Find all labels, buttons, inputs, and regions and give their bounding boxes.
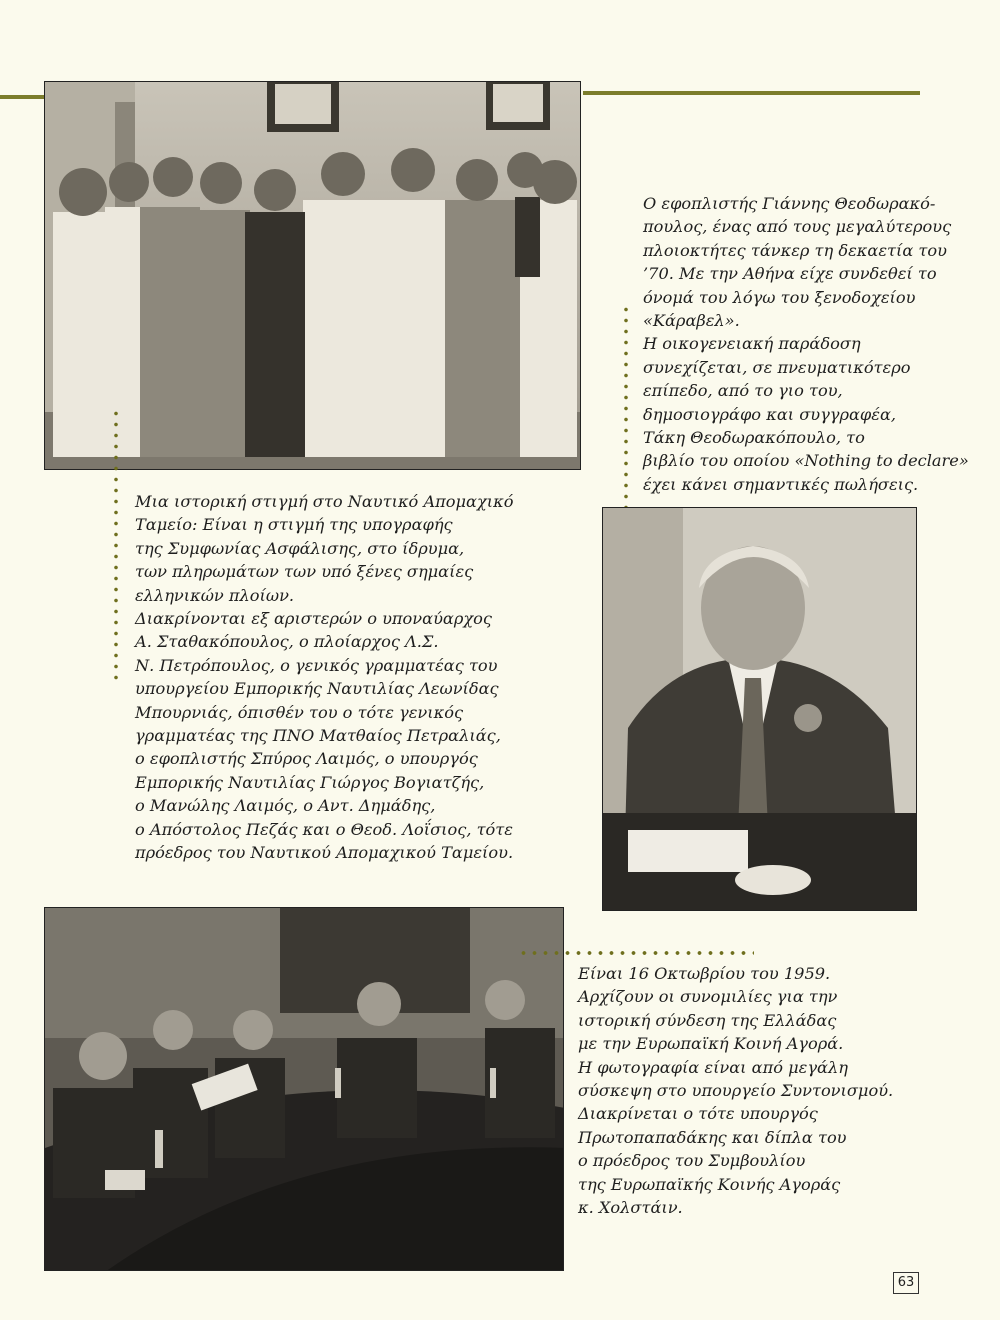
caption-line: Διακρίνονται εξ αριστερών ο υποναύαρχος — [135, 609, 492, 629]
caption-line: ο πρόεδρος του Συμβουλίου — [578, 1151, 806, 1171]
caption-line: ο Μανώλης Λαιμός, ο Αντ. Δημάδης, — [135, 796, 436, 816]
signing-ceremony-image — [45, 82, 581, 470]
portrait-photo — [602, 507, 917, 911]
caption-line: της Ευρωπαϊκής Κοινής Αγοράς — [578, 1174, 841, 1194]
caption-line: όνομά του λόγω του ξενοδοχείου — [643, 287, 916, 307]
caption-line: Διακρίνεται ο τότε υπουργός — [578, 1104, 818, 1124]
caption-line: ο εφοπλιστής Σπύρος Λαιμός, ο υπουργός — [135, 749, 478, 769]
caption-line: ο Απόστολος Πεζάς και ο Θεοδ. Λοΐσιος, τότε — [135, 819, 513, 839]
caption-line: γραμματέας της ΠΝΟ Ματθαίος Πετραλιάς, — [135, 726, 501, 746]
caption-line: Εμπορικής Ναυτιλίας Γιώργος Βογιατζής, — [135, 772, 485, 792]
caption-line: κ. Χολστάιν. — [578, 1198, 683, 1218]
page-number: 63 — [893, 1272, 919, 1294]
caption-line: Είναι 16 Οκτωβρίου του 1959. — [578, 964, 831, 983]
caption-line: υπουργείου Εμπορικής Ναυτιλίας Λεωνίδας — [135, 679, 499, 699]
portrait-image — [603, 508, 917, 911]
caption-meeting — [578, 962, 908, 1219]
caption-line: επίπεδο, από το γιο του, — [643, 381, 843, 401]
caption-line: δημοσιογράφο και συγγραφέα, — [643, 404, 897, 424]
caption-line: πουλος, ένας από τους μεγαλύτερους — [643, 217, 952, 237]
dotted-guide-left — [114, 408, 118, 680]
meeting-photo — [44, 907, 564, 1271]
caption-line: Μπουρνιάς, όπισθέν του ο τότε γενικός — [135, 702, 464, 722]
caption-line: Ταμείο: Είναι η στιγμή της υπογραφής — [135, 515, 453, 535]
header-rule-left — [0, 95, 44, 99]
caption-line: Η φωτογραφία είναι από μεγάλη — [578, 1057, 848, 1077]
caption-line: της Συμφωνίας Ασφάλισης, στο ίδρυμα, — [135, 538, 465, 558]
caption-line: σύσκεψη στο υπουργείο Συντονισμού. — [578, 1081, 894, 1101]
caption-line: των πληρωμάτων των υπό ξένες σημαίες — [135, 562, 474, 582]
header-rule-right — [583, 91, 920, 95]
signing-ceremony-photo — [44, 81, 581, 470]
meeting-image — [45, 908, 564, 1271]
caption-line: Μια ιστορική στιγμή στο Ναυτικό Απομαχικό — [135, 492, 514, 511]
caption-line: Ν. Πετρόπουλος, ο γενικός γραμματέας του — [135, 655, 498, 675]
caption-line: Α. Σταθακόπουλος, ο πλοίαρχος Λ.Σ. — [135, 632, 439, 652]
caption-line: πρόεδρος του Ναυτικού Απομαχικού Ταμείου. — [135, 843, 514, 863]
caption-signing — [135, 490, 514, 865]
caption-line: Η οικογενειακή παράδοση — [643, 334, 861, 354]
caption-line: βιβλίο του οποίου «Nothing to declare» — [643, 451, 969, 471]
caption-shipowner — [643, 192, 969, 496]
caption-line: ελληνικών πλοίων. — [135, 585, 295, 605]
caption-line: έχει κάνει σημαντικές πωλήσεις. — [643, 474, 919, 494]
caption-line: «Κάραβελ». — [643, 311, 740, 331]
caption-line: με την Ευρωπαϊκή Κοινή Αγορά. — [578, 1034, 844, 1054]
caption-line: ’70. Με την Αθήνα είχε συνδεθεί το — [643, 264, 937, 284]
caption-line: Αρχίζουν οι συνομιλίες για την — [578, 987, 838, 1007]
caption-line: Τάκη Θεοδωρακόπουλο, το — [643, 428, 865, 448]
caption-line: Πρωτοπαπαδάκης και δίπλα του — [578, 1127, 847, 1147]
caption-line: συνεχίζεται, σε πνευματικότερο — [643, 357, 911, 377]
caption-line: ιστορική σύνδεση της Ελλάδας — [578, 1010, 837, 1030]
caption-line: πλοιοκτήτες τάνκερ τη δεκαετία του — [643, 240, 947, 260]
caption-line: Ο εφοπλιστής Γιάννης Θεοδωρακό- — [643, 194, 936, 213]
dotted-connector-bottom-trail — [518, 951, 754, 955]
